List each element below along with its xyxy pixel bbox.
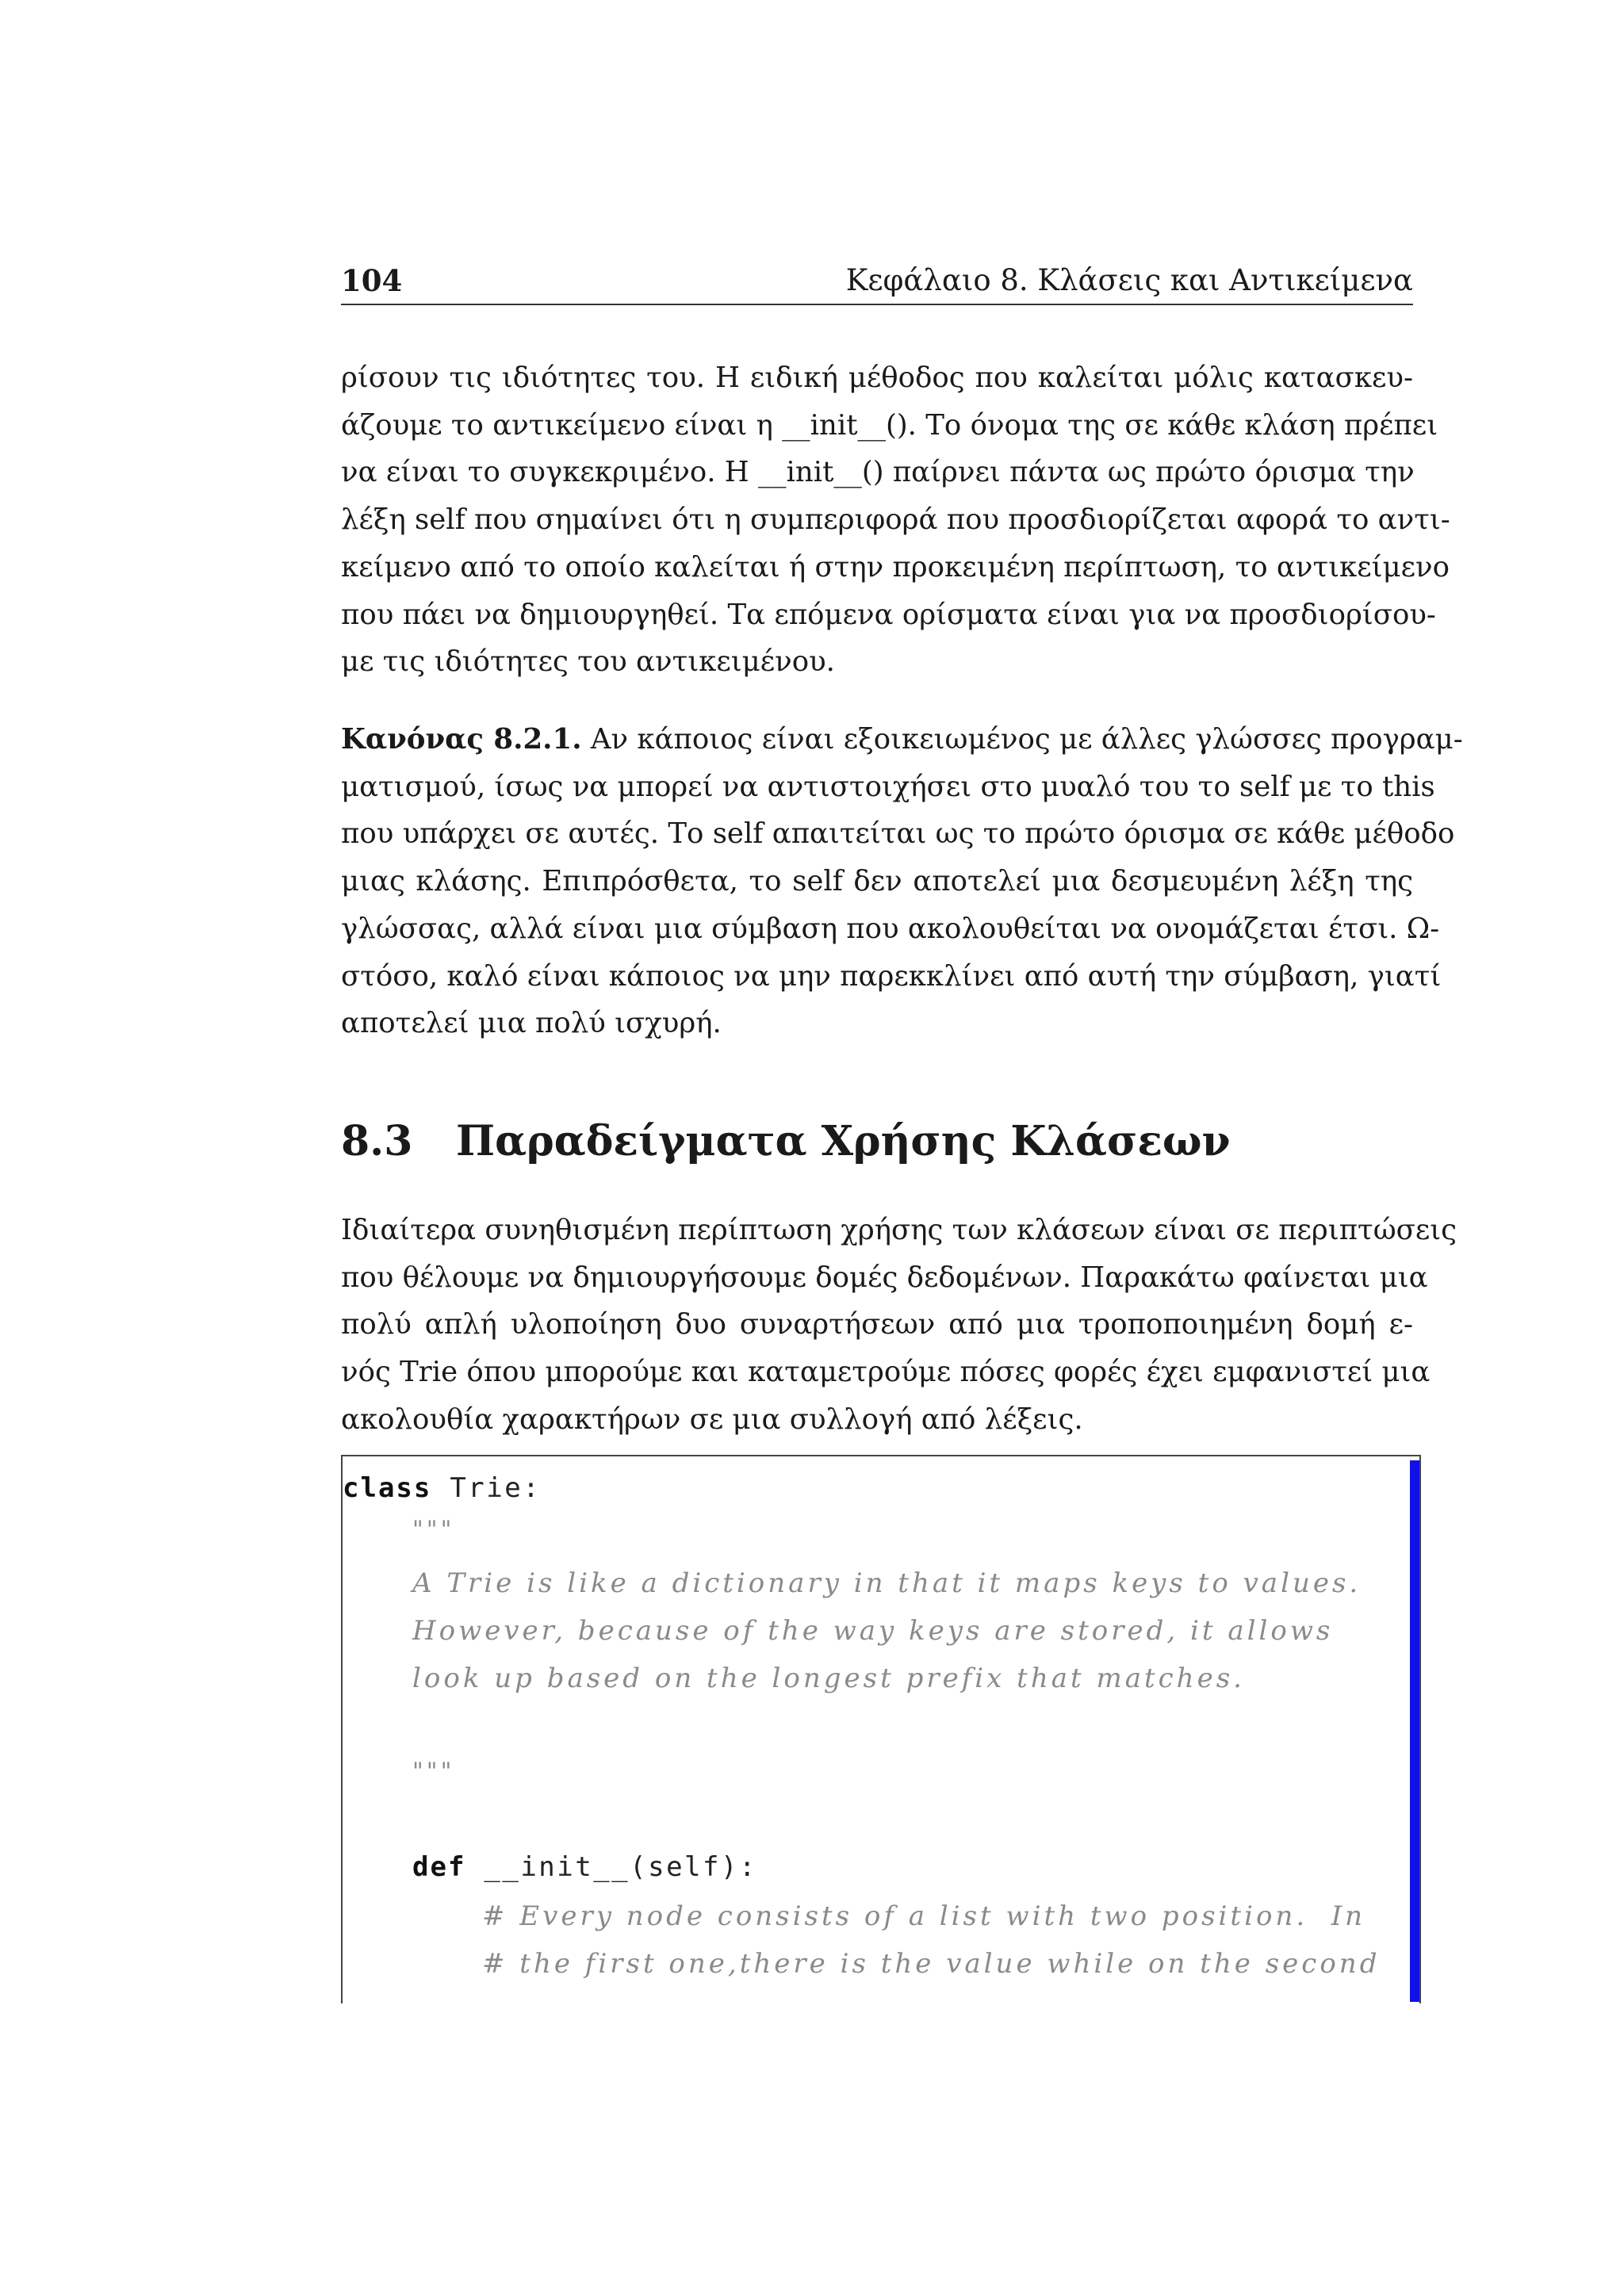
docstring-close: """ [412,1758,455,1785]
rule-text: Αν κάποιος είναι εξοικειωμένος με άλλες γλώσσες προγραμ- [581,723,1463,756]
text-line: αποτελεί μια πολύ ισχυρή. [341,1007,722,1040]
code-comment: # the first one,there is the value while on the second [482,1948,1381,1980]
text-line: ματισμού, ίσως να μπορεί να αντιστοιχήσει στο μυαλό του το self με το this [341,770,1435,803]
keyword-class: class [343,1472,432,1504]
text-line: μιας κλάσης. Επιπρόσθετα, το self δεν αποτελεί μια δεσμευμένη λέξη της [341,865,1413,898]
section-number: 8.3 [341,1117,413,1165]
page-header [341,258,1413,305]
docstring-open: """ [412,1516,455,1544]
docstring-line: However, because of the way keys are stored, it allows [412,1615,1334,1647]
rule-box [341,716,1463,1047]
code-line-class [343,1468,541,1508]
code-comment: # Every node consists of a list with two position. In [482,1900,1366,1932]
class-declaration: Trie: [431,1472,542,1504]
rule-first-line [341,716,1463,763]
rule-label: Κανόνας 8.2.1. [341,723,582,756]
text-line: στόσο, καλό είναι κάποιος να μην παρεκκλίνει από αυτή την σύμβαση, γιατί [341,959,1442,993]
method-declaration: __init__(self): [465,1851,757,1883]
page-number: 104 [341,263,403,298]
text-line: ακολουθία χαρακτήρων σε μια συλλογή από λέξεις. [341,1402,1083,1436]
keyword-def: def [412,1851,466,1883]
text-line: Ιδιαίτερα συνηθισμένη περίπτωση χρήσης των κλάσεων είναι σε περιπτώσεις [341,1214,1457,1246]
listing-scroll-bar [1410,1460,1419,2002]
paragraph-examples [341,1207,1457,1444]
text-line: λέξη self που σημαίνει ότι η συμπεριφορά που προσδιορίζεται αφορά το αντι- [341,503,1450,537]
chapter-title: Κεφάλαιο 8. Κλάσεις και Αντικείμενα [845,263,1413,297]
text-line: γλώσσας, αλλά είναι μια σύμβαση που ακολουθείται να ονομάζεται έτσι. Ω- [341,912,1440,945]
text-line: ρίσουν τις ιδιότητες του. Η ειδική μέθοδος που καλείται μόλις κατασκευ- [341,362,1413,394]
text-line: πολύ απλή υλοποίηση δυο συναρτήσεων από μια τροποποιημένη δομή ε- [341,1308,1413,1341]
text-line: που θέλουμε να δημιουργήσουμε δομές δεδομένων. Παρακάτω φαίνεται μια [341,1261,1428,1294]
text-line: που υπάρχει σε αυτές. Το self απαιτείται ως το πρώτο όρισμα σε κάθε μέθοδο [341,817,1455,851]
text-line: να είναι το συγκεκριμένο. Η __init__() παίρνει πάντα ως πρώτο όρισμα την [341,456,1415,489]
text-line: με τις ιδιότητες του αντικειμένου. [341,645,835,679]
docstring-line: look up based on the longest prefix that matches. [412,1663,1245,1694]
section-heading [341,1114,1413,1169]
text-line: νός Trie όπου μπορούμε και καταμετρούμε πόσες φορές έχει εμφανιστεί μια [341,1356,1431,1389]
section-title: Παραδείγματα Χρήσης Κλάσεων [456,1117,1231,1165]
code-line-def [412,1847,757,1887]
text-line: κείμενο από το οποίο καλείται ή στην προκειμένη περίπτωση, το αντικείμενο [341,550,1450,584]
docstring-line: A Trie is like a dictionary in that it maps keys to values. [412,1567,1362,1599]
text-line: άζουμε το αντικείμενο είναι η __init__(). Το όνομα της σε κάθε κλάση πρέπει [341,408,1438,442]
text-line: που πάει να δημιουργηθεί. Τα επόμενα ορίσματα είναι για να προσδιορίσου- [341,598,1436,631]
paragraph-intro [341,354,1450,686]
